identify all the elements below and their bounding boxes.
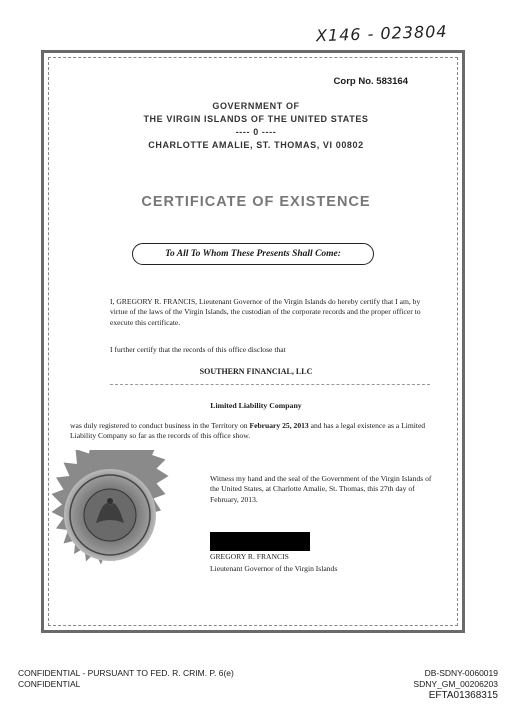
certify-paragraph: I, GREGORY R. FRANCIS, Lieutenant Governor of the Virgin Islands do hereby certify that I am, by virtue of the laws of the Virgin Islands, the custodian of the corporate records and the proper officer to execute this certificate. <box>110 297 421 327</box>
footer-bates <box>413 668 498 701</box>
witness-paragraph: Witness my hand and the seal of the Government of the Virgin Islands of the United States, at Charlotte Amalie, St. Thomas, this 27th day of February, 2013. <box>210 474 432 504</box>
footer-right-line3: EFTA01368315 <box>428 690 498 701</box>
handwritten-note: X146 - 023804 <box>315 21 448 46</box>
signatory-name: GREGORY R. FRANCIS <box>210 552 289 561</box>
footer-confidential <box>18 668 234 690</box>
company-name: SOUTHERN FINANCIAL, LLC <box>199 367 313 376</box>
greeting-banner: To All To Whom These Presents Shall Come: <box>132 243 374 265</box>
registration-text-before: was duly registered to conduct business in the Territory on <box>70 421 250 430</box>
registration-paragraph <box>70 421 442 442</box>
further-certify-text: I further certify that the records of this office disclose that <box>110 345 286 354</box>
footer-left-line2: CONFIDENTIAL <box>18 679 81 689</box>
header-government: GOVERNMENT OF <box>212 101 300 111</box>
footer-right-line1: DB-SDNY-0060019 <box>424 668 498 678</box>
header-separator: ---- 0 ---- <box>235 127 277 137</box>
redaction-bar <box>210 532 310 551</box>
government-seal-icon <box>50 450 170 580</box>
signatory-title: Lieutenant Governor of the Virgin Islands <box>210 564 338 573</box>
registration-text-after: and has a legal existence as a Limited Liability Company so far as the records of this office show. <box>70 421 426 441</box>
registration-date: February 25, 2013 <box>249 421 309 430</box>
footer-right-line2: SDNY_GM_00206203 <box>413 679 498 689</box>
divider-line <box>110 384 430 385</box>
header-territory: THE VIRGIN ISLANDS OF THE UNITED STATES <box>143 114 369 124</box>
header-address: CHARLOTTE AMALIE, ST. THOMAS, VI 00802 <box>148 140 364 150</box>
footer-left-line1: CONFIDENTIAL - PURSUANT TO FED. R. CRIM. P. 6(e) <box>18 668 234 678</box>
certificate-title: CERTIFICATE OF EXISTENCE <box>141 194 371 210</box>
company-type: Limited Liability Company <box>210 401 302 410</box>
corp-number: Corp No. 583164 <box>333 76 408 87</box>
